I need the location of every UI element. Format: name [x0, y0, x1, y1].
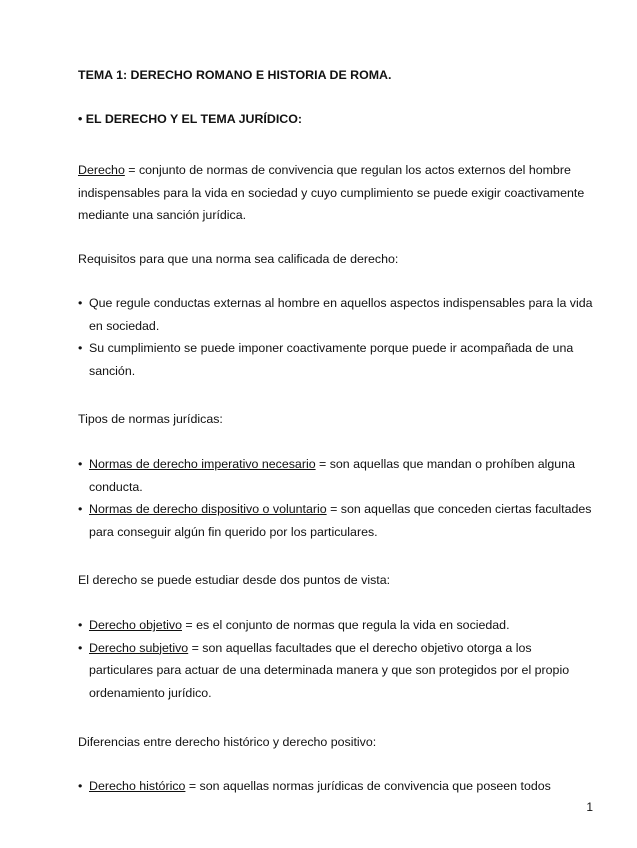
list-item: [78, 292, 598, 337]
bullet: •: [78, 112, 83, 126]
derecho-term: Derecho: [78, 163, 125, 177]
list-item-text: = es el conjunto de normas que regula la vida en sociedad.: [181, 618, 510, 632]
bullet: •: [78, 457, 83, 471]
bullet: •: [78, 640, 83, 655]
bullet: •: [78, 779, 83, 793]
requisitos-list: [78, 292, 598, 382]
list-item-term: Normas de derecho imperativo necesario: [89, 457, 316, 471]
section-heading: [78, 112, 302, 126]
bullet: •: [78, 618, 83, 632]
puntos-intro: El derecho se puede estudiar desde dos puntos de vista:: [78, 573, 391, 587]
list-item: [78, 637, 598, 705]
list-item: [78, 498, 598, 543]
section-heading-text: EL DERECHO Y EL TEMA JURÍDICO:: [85, 112, 302, 126]
list-item-term: Derecho histórico: [89, 779, 186, 793]
list-item-term: Derecho subjetivo: [89, 640, 189, 655]
list-item-text: = son aquellas normas jurídicas de convivencia que poseen todos: [185, 779, 551, 793]
list-item-text: = son aquellas que conceden ciertas facultades para conseguir algún fin querido por los particulares.: [89, 502, 592, 539]
list-item-text: Que regule conductas externas al hombre en aquellos aspectos indispensables para la vida en sociedad.: [89, 296, 593, 333]
requisitos-intro: Requisitos para que una norma sea calificada de derecho:: [78, 252, 399, 266]
bullet: •: [78, 296, 83, 310]
list-item: [78, 775, 598, 798]
list-item: [78, 614, 598, 637]
list-item: [78, 453, 598, 498]
list-item-text: = son aquellas facultades que el derecho objetivo otorga a los particulares para actuar de una determinada manera y que son protegidos por el propio ordenamiento jurídico.: [89, 640, 570, 700]
page-number: 1: [586, 800, 593, 814]
diferencias-list: [78, 775, 598, 798]
list-item-text: Su cumplimiento se puede imponer coactivamente porque puede ir acompañada de una sanción.: [89, 341, 574, 378]
derecho-definition: [78, 159, 598, 227]
document-title: TEMA 1: DERECHO ROMANO E HISTORIA DE ROMA.: [78, 68, 392, 82]
list-item-text: = son aquellas que mandan o prohíben alguna conducta.: [89, 457, 575, 494]
list-item-term: Normas de derecho dispositivo o voluntario: [89, 502, 327, 516]
derecho-definition-text: = conjunto de normas de convivencia que regulan los actos externos del hombre indispensables para la vida en sociedad y cuyo cumplimiento se puede exigir coactivamente mediante una sanción jurídica.: [78, 163, 585, 222]
bullet: •: [78, 341, 83, 355]
puntos-list: [78, 614, 598, 704]
list-item-term: Derecho objetivo: [89, 618, 182, 632]
diferencias-intro: Diferencias entre derecho histórico y derecho positivo:: [78, 735, 377, 749]
tipos-intro: Tipos de normas jurídicas:: [78, 412, 223, 426]
tipos-list: [78, 453, 598, 543]
bullet: •: [78, 502, 83, 516]
list-item: [78, 337, 598, 382]
